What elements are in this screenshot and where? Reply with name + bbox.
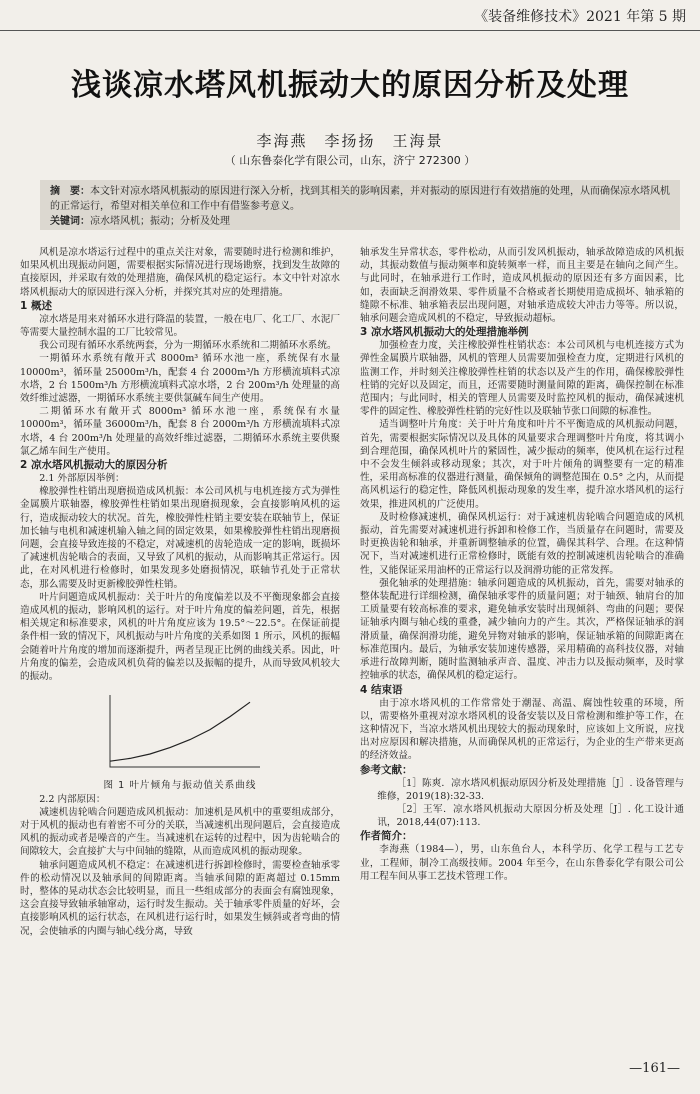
paragraph: 二期循环水有敞开式 8000m³ 循环水池一座，系统保有水量 10000m³，循环量 36000m³/h，配套 8 台 2000m³/h 方形横流填料式凉水塔，4 台 200m³/h 处理量的高效纤维过滤器，二期循环水系统主要供聚氯乙烯车间生产使用。 <box>20 406 340 457</box>
author-affiliation: （ 山东鲁泰化学有限公司，山东，济宁 272300 ） <box>224 154 476 167</box>
reference-item: ［1］陈爽．凉水塔风机振动原因分析及处理措施［J］. 设备管理与维修，2019(18):32-33. <box>377 777 684 802</box>
page-number: —161— <box>629 1061 680 1076</box>
figure-1 <box>20 687 340 792</box>
figure-1-curve <box>110 702 250 761</box>
figure-1-chart <box>90 687 270 777</box>
paragraph: 叶片问题造成风机振动：关于叶片的角度偏差以及不平衡现象都会直接造成风机的振动，影响风机的运行。对于叶片角度的偏差问题，首先，根据相关规定和标准要求，风机的叶片角度应该为 19.5°～22.5°。在保证前提条件相一致的情况下，风机振动与叶片角度的关系如图 1 所示，风机的振幅会随着叶片角度的增加而逐渐提升，两者呈现正比例的曲线关系。因此，叶片角度的偏差，会造成风机负荷的偏差以及振幅的提升，从而导致风机较大的振动。 <box>20 591 340 683</box>
journal-header: 《装备维修技术》2021 年第 5 期 <box>474 9 686 25</box>
paragraph: 我公司现有循环水系统两套，分为一期循环水系统和二期循环水系统。 <box>39 340 337 352</box>
header-rule <box>0 30 700 31</box>
section-4-heading: 4 结束语 <box>360 683 403 696</box>
paragraph: 减速机齿轮啮合问题造成风机振动：加速机是风机中的重要组成部分，对于风机的振动也有着密不可分的关联，当减速机出现问题后，会直接造成风机的振动或者是噪音的产生。当减速机在运转的过程中，因为齿轮啮合的间隙较大，会直接扩大与中间轴的缝隙，从而造成风机的振动现象。 <box>20 806 340 858</box>
author-bio: 李海燕（1984—），男，山东鱼台人，本科学历、化学工程与工艺专业，工程师，制冷工高级技师。2004 年至今，在山东鲁泰化学有限公司公用工程车间从事工艺技术管理工作。 <box>360 844 684 882</box>
abstract-label: 摘 要： <box>50 186 90 197</box>
paragraph: 及时检修减速机，确保风机运行：对于减速机齿轮啮合问题造成的风机振动，首先需要对减速机进行拆卸和检修工作，当质量存在问题时，需要及时更换齿轮和轴承，并重新调整轴承的位置，确保其科学、合理。在这种情况下，当对减速机进行正常检修时，既能有效的控制减速机齿轮啮合的准确性，又能保证采用油杯的正常运行以及润滑功能的正常发挥。 <box>360 511 684 576</box>
subsection-2-2-heading: 2.2 内部原因： <box>39 793 106 805</box>
keywords-line <box>50 214 670 229</box>
abstract-text: 本文针对凉水塔风机振动的原因进行深入分析，找到其相关的影响因素，并对振动的原因进行有效措施的处理，从而确保凉水塔风机的正常运行，希望对相关单位和工作中有借鉴参考意义。 <box>50 186 670 212</box>
paragraph: 橡胶弹性柱销出现磨损造成风机振：本公司风机与电机连接方式为弹性金属膜片联轴器，橡胶弹性柱销如果出现磨损现象，会直接影响风机的运行，造成振动较大的状况。首先，橡胶弹性柱销主要安装在联轴节上，保证加长轴与电机和减速机输入轴之间的固定效果，如果橡胶弹性柱销出现磨损问题，会直接导致连接的不稳定，对减速机的齿轮造成一定的影响，既损坏了减速机齿轮啮合的表面，又导致了风机的振动，从而影响其正常运行。因此，在对风机进行检修时，如果发现多处磨损情况，联轴节孔处于正常状态，那么需要及时更新橡胶弹性柱销。 <box>20 486 340 590</box>
article-authors: 李海燕 李扬扬 王海景 <box>256 132 444 150</box>
left-column <box>20 246 340 1076</box>
paragraph: 一期循环水系统有敞开式 8000m³ 循环水池一座，系统保有水量 10000m³，循环量 25000m³/h，配套 4 台 2000m³/h 方形横流填料式凉水塔，2 台 1500m³/h 方形横流填料式凉水塔，2 台 200m³/h 处理量的高效纤维过滤器，一期循环水系统主要供氯碱车间生产使用。 <box>20 353 340 405</box>
keywords-text: 凉水塔风机；振动；分析及处理 <box>90 216 230 227</box>
author-bio-heading: 作者简介： <box>360 830 413 843</box>
article-title: 浅谈凉水塔风机振动大的原因分析及处理 <box>71 68 629 103</box>
paragraph: 适当调整叶片角度：关于叶片角度和叶片不平衡造成的风机振动问题，首先，需要根据实际情况以及具体的风量要求合理调整叶片角度，将其调小到合理范围，确保风机叶片的紧固性，减少振动的频率，使风机在运行过程中不会发生倾斜或移动现象；其次，对于叶片倾角的调整要有一定的精准性，采用高标准的仪器进行测量，确保倾角的调整范围在 0.5° 之内，从而提高风机运行的稳定性，降低风机振动现象的发生率，提升凉水塔风机的运行效果，推进风机的广泛使用。 <box>360 419 684 510</box>
keywords-label: 关键词： <box>50 216 90 227</box>
section-3-heading: 3 凉水塔风机振动大的处理措施举例 <box>360 326 529 339</box>
paragraph: 强化轴承的处理措施：轴承问题造成的风机振动，首先，需要对轴承的整体装配进行详细检测，确保轴承零件的质量问题；对于轴颈、轴肩台的加工质量要有较高标准的要求，避免轴承安装时出现倾斜、弯曲的问题；要保证轴承内圈与轴心线的重叠，减少轴向力的产生。其次，严格保证轴承的润滑质量，确保润滑功能，避免异物对轴承的影响，保证轴承箱的间隙距离在标准范围内。最后，为轴承安装加速传感器，采用精确的高科技仪器，对轴承进行故障判断，随时监测轴承声音、温度、冲击力以及振动频率，及时掌控轴承的状态，确保风机的稳定运行。 <box>360 577 684 682</box>
intro-paragraph: 风机是凉水塔运行过程中的重点关注对象，需要随时进行检测和维护，如果风机出现振动问题，需要根据实际情况进行现场勘察，找到发生故障的直接原因，并采取有效的处理措施，确保风机的稳定运行。本文中针对凉水塔风机振动大的原因进行深入分析，并探究其对应的处理措施。 <box>20 247 340 298</box>
paragraph: 由于凉水塔风机的工作常常处于潮湿、高温、腐蚀性较重的环境，所以，需要格外重视对凉水塔风机的设备安装以及日常检测和维护等工作，在这种情况下，当凉水塔风机出现较大的振动现象时，应该如上文所说，应找出对应原因和解决措施，从而确保风机的正常运行，为企业的生产带来更高的经济效益。 <box>360 697 684 762</box>
paragraph: 加强检查力度，关注橡胶弹性柱销状态：本公司风机与电机连接方式为弹性金属膜片联轴器，风机的管理人员需要加强检查力度，定期进行风机的监测工作，并时刻关注橡胶弹性柱销的状态以及产生的作用，确保橡胶弹性柱销的完好以及固定，而且，还需要随时测量间隙的距离，确保控制在标准范围内；与此同时，相关的管理人员需要及时监控风机的振动，确保减速机零件的固定性、橡胶弹性柱销的完好性以及联轴节张口间隙的标准性。 <box>360 340 684 418</box>
section-2-heading: 2 凉水塔风机振动大的原因分析 <box>20 459 168 472</box>
reference-item: ［2］王军．凉水塔风机振动大原因分析及处理［J］. 化工设计通讯，2018,44(07):113. <box>377 803 684 829</box>
abstract-line <box>50 184 670 214</box>
subsection-2-1-heading: 2.1 外部原因举例： <box>39 473 125 485</box>
paragraph: 凉水塔是用来对循环水进行降温的装置，一般在电厂、化工厂、水泥厂等需要大量控制水温的工厂比较常见。 <box>20 313 340 339</box>
figure-1-axes <box>110 695 260 767</box>
section-1-heading: 1 概述 <box>20 299 52 312</box>
figure-1-caption: 图 1 叶片倾角与振动值关系曲线 <box>103 780 257 792</box>
references-heading: 参考文献： <box>360 763 413 776</box>
paragraph: 轴承问题造成风机不稳定：在减速机进行拆卸检修时，需要检查轴承零件的松动情况以及轴承间的间隙距离。当轴承间隙的距离超过 0.15mm 时，整体的晃动状态会比较明显，而且一些组成部分的表面会有腐蚀现象，这会直接导致轴承轴窜动，运行时发生振动。关于轴承零件质量的好坏，会直接影响风机的运行状态，在风机进行运行时，如果发生倾斜或者弯曲的情况，会使轴承的内圈与轴心线分离，导致 <box>20 859 340 937</box>
abstract-box <box>40 180 680 230</box>
paragraph: 轴承发生异常状态，零件松动，从而引发风机振动，轴承故障造成的风机振动，其振动数值与振动频率和旋转频率一样，而且主要是在轴向之间产生。与此同时，在轴承进行工作时，造成风机振动的原因还有多方面因素，比如，表面缺乏润滑效果、零件质量不合格或者长期使用造成损坏、轴承箱的缝隙不标准、轴承箱表层出现问题，对轴承造成较大冲击力等等。所以说，轴承问题会造成风机的不稳定，导致振动超标。 <box>360 247 684 325</box>
right-column <box>360 246 684 1046</box>
